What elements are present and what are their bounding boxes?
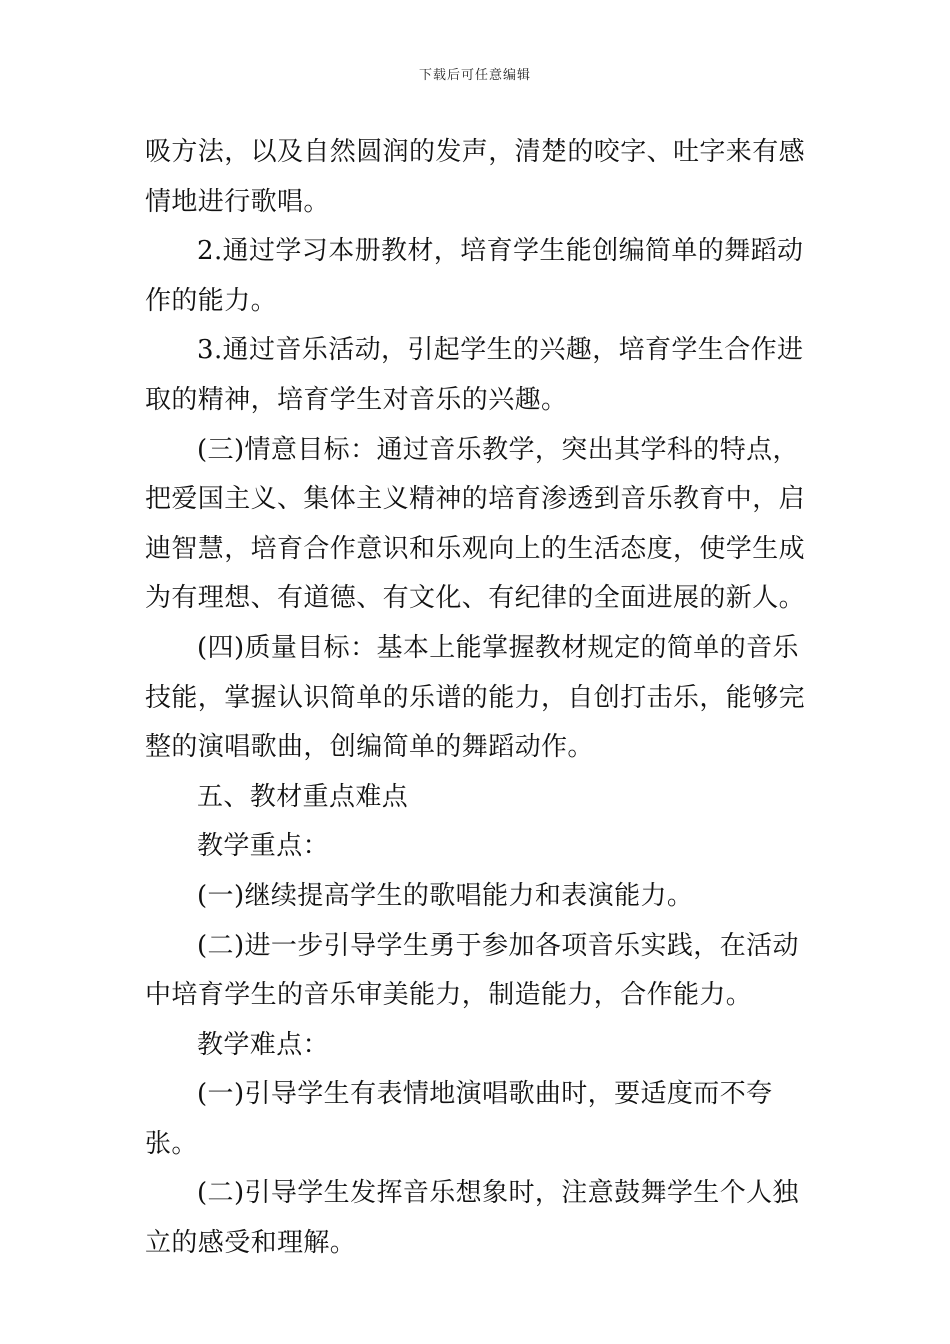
- page-header: 下载后可任意编辑: [418, 68, 531, 83]
- difficulty-1: (一)引导学生有表情地演唱歌曲时，要适度而不夸张。: [145, 1079, 773, 1159]
- paragraph-item-2: 2.通过学习本册教材，培育学生能创编简单的舞蹈动作的能力。: [145, 236, 804, 316]
- section-heading: 五、教材重点难点: [197, 781, 409, 812]
- paragraph-continued: 吸方法，以及自然圆润的发声，清楚的咬字、吐字来有感情地进行歌唱。: [145, 137, 806, 217]
- key-point-1: (一)继续提高学生的歌唱能力和表演能力。: [197, 880, 694, 911]
- subheading-key-points: 教学重点：: [197, 831, 330, 862]
- subheading-difficulties: 教学难点：: [197, 1029, 330, 1060]
- difficulty-2: (二)引导学生发挥音乐想象时，注意鼓舞学生个人独立的感受和理解。: [145, 1178, 799, 1259]
- key-point-2: (二)进一步引导学生勇于参加各项音乐实践，在活动中培育学生的音乐审美能力，制造能力，合作能力。: [145, 930, 799, 1011]
- document-body: [145, 128, 810, 1269]
- paragraph-affective-goal: (三)情意目标：通过音乐教学，突出其学科的特点，把爱国主义、集体主义精神的培育渗透到音乐教育中，启迪智慧，培育合作意识和乐观向上的生活态度，使学生成为有理想、有道德、有文化、有纪律的全面进展的新人。: [145, 434, 806, 614]
- paragraph-quality-goal: (四)质量目标：基本上能掌握教材规定的简单的音乐技能，掌握认识简单的乐谱的能力，自创打击乐，能够完整的演唱歌曲，创编简单的舞蹈动作。: [145, 632, 806, 763]
- paragraph-item-3: 3.通过音乐活动，引起学生的兴趣，培育学生合作进取的精神，培育学生对音乐的兴趣。: [145, 335, 804, 415]
